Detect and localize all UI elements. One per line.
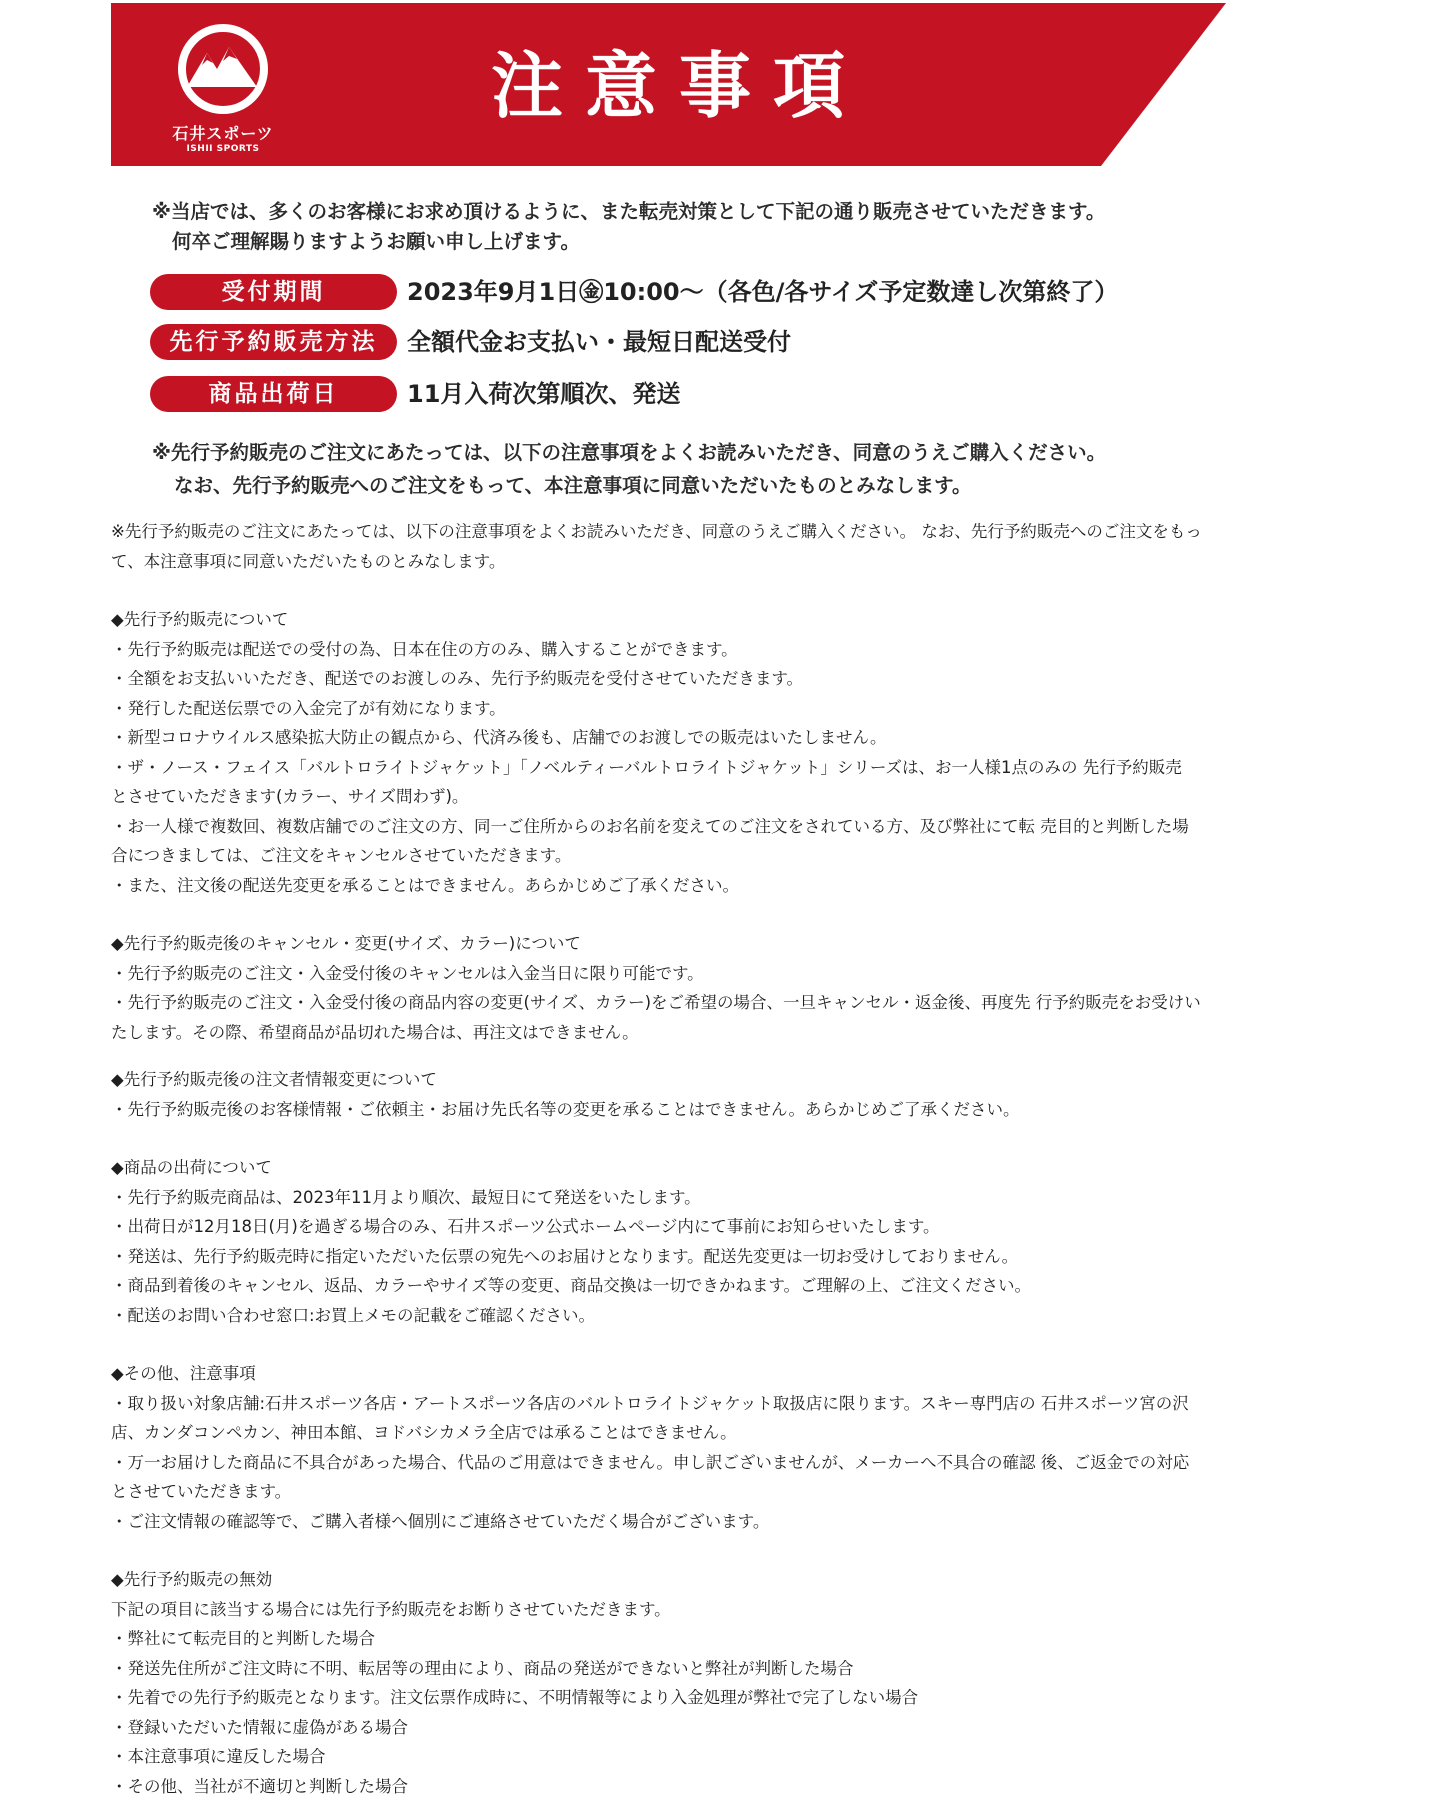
logo-text-en: ISHII SPORTS <box>163 144 283 154</box>
section-line: ・ご注文情報の確認等で、ご購入者様へ個別にご連絡させていただく場合がございます。 <box>111 1507 1351 1537</box>
section-line: ・全額をお支払いいただき、配送でのお渡しのみ、先行予約販売を受付させていただきます。 <box>111 664 1351 694</box>
section-line: ・また、注文後の配送先変更を承ることはできません。あらかじめご了承ください。 <box>111 871 1351 901</box>
section-line: ・その他、当社が不適切と判断した場合 <box>111 1772 1351 1801</box>
intro-line: ※先行予約販売のご注文にあたっては、以下の注意事項をよくお読みいただき、同意のうえご購入ください。 なお、先行予約販売へのご注文をもっ <box>111 517 1351 547</box>
notice-body <box>111 517 1351 1801</box>
info-value: 全額代金お支払い・最短日配送受付 <box>407 324 791 360</box>
info-value: 11月入荷次第順次、発送 <box>407 376 680 412</box>
ishii-sports-logo <box>163 23 283 154</box>
section-heading: ◆その他、注意事項 <box>111 1359 1351 1389</box>
section-line: ・先行予約販売後のお客様情報・ご依頼主・お届け先氏名等の変更を承ることはできません。あらかじめご了承ください。 <box>111 1095 1351 1125</box>
info-row-method <box>150 324 1250 360</box>
section-line: ・先行予約販売のご注文・入金受付後の商品内容の変更(サイズ、カラー)をご希望の場合、一旦キャンセル・返金後、再度先 行予約販売をお受けい <box>111 988 1351 1018</box>
section-line: ・登録いただいた情報に虚偽がある場合 <box>111 1713 1351 1743</box>
section-line: ・弊社にて転売目的と判断した場合 <box>111 1624 1351 1654</box>
section-heading: ◆先行予約販売について <box>111 605 1351 635</box>
section-line: ・お一人様で複数回、複数店舗でのご注文の方、同一ご住所からのお名前を変えてのご注文をされている方、及び弊社にて転 売目的と判断した場 <box>111 812 1351 842</box>
section-line: ・先行予約販売のご注文・入金受付後のキャンセルは入金当日に限り可能です。 <box>111 959 1351 989</box>
header-banner <box>111 3 1226 166</box>
section-line: ・先行予約販売は配送での受付の為、日本在住の方のみ、購入することができます。 <box>111 635 1351 665</box>
notice-1-line-2: 何卒ご理解賜りますようお願い申し上げます。 <box>172 227 580 257</box>
section-line: ・出荷日が12月18日(月)を過ぎる場合のみ、石井スポーツ公式ホームページ内にて事前にお知らせいたします。 <box>111 1212 1351 1242</box>
section-heading: ◆先行予約販売後のキャンセル・変更(サイズ、カラー)について <box>111 929 1351 959</box>
notice-1-line-1: ※当店では、多くのお客様にお求め頂けるように、また転売対策として下記の通り販売させていただきます。 <box>152 197 1105 227</box>
section-line: ・先着での先行予約販売となります。注文伝票作成時に、不明情報等により入金処理が弊社で完了しない場合 <box>111 1683 1351 1713</box>
section-line: 店、カンダコンペカン、神田本館、ヨドバシカメラ全店では承ることはできません。 <box>111 1418 1351 1448</box>
info-label-badge: 受付期間 <box>150 274 397 310</box>
section-line: ・取り扱い対象店舗:石井スポーツ各店・アートスポーツ各店のバルトロライトジャケット取扱店に限ります。スキー専門店の 石井スポーツ宮の沢 <box>111 1389 1351 1419</box>
section-line: ・発送は、先行予約販売時に指定いただいた伝票の宛先へのお届けとなります。配送先変更は一切お受けしておりません。 <box>111 1242 1351 1272</box>
page-title: 注意事項 <box>491 41 867 131</box>
section-line: ・発送先住所がご注文時に不明、転居等の理由により、商品の発送ができないと弊社が判断した場合 <box>111 1654 1351 1684</box>
section-heading: ◆商品の出荷について <box>111 1153 1351 1183</box>
info-label-badge: 商品出荷日 <box>150 376 397 412</box>
section-line: ・発行した配送伝票での入金完了が有効になります。 <box>111 694 1351 724</box>
section-line: たします。その際、希望商品が品切れた場合は、再注文はできません。 <box>111 1018 1351 1048</box>
info-label-badge: 先行予約販売方法 <box>150 324 397 360</box>
info-row-ship-date <box>150 376 1250 412</box>
section-line: ・万一お届けした商品に不具合があった場合、代品のご用意はできません。申し訳ございませんが、メーカーへ不具合の確認 後、ご返金での対応 <box>111 1448 1351 1478</box>
logo-text-jp: 石井スポーツ <box>163 121 283 144</box>
notice-2-line-1: ※先行予約販売のご注文にあたっては、以下の注意事項をよくお読みいただき、同意のうえご購入ください。 <box>152 438 1106 468</box>
mountain-logo-icon <box>177 23 269 115</box>
section-line: ・本注意事項に違反した場合 <box>111 1742 1351 1772</box>
section-line: ・商品到着後のキャンセル、返品、カラーやサイズ等の変更、商品交換は一切できかねます。ご理解の上、ご注文ください。 <box>111 1271 1351 1301</box>
section-line: 合につきましては、ご注文をキャンセルさせていただきます。 <box>111 841 1351 871</box>
section-line: ・新型コロナウイルス感染拡大防止の観点から、代済み後も、店舗でのお渡しでの販売はいたしません。 <box>111 723 1351 753</box>
section-heading: ◆先行予約販売の無効 <box>111 1565 1351 1595</box>
info-value: 2023年9月1日㊎10:00〜（各色/各サイズ予定数達し次第終了） <box>407 274 1118 310</box>
info-row-period <box>150 274 1250 310</box>
notice-2-line-2: なお、先行予約販売へのご注文をもって、本注意事項に同意いただいたものとみなします。 <box>174 471 972 501</box>
section-line: とさせていただきます(カラー、サイズ問わず)。 <box>111 782 1351 812</box>
section-line: ・ザ・ノース・フェイス「バルトロライトジャケット」「ノベルティーバルトロライトジャケット」シリーズは、お一人様1点のみの 先行予約販売 <box>111 753 1351 783</box>
section-line: とさせていただきます。 <box>111 1477 1351 1507</box>
intro-line: て、本注意事項に同意いただいたものとみなします。 <box>111 547 1351 577</box>
section-line: ・先行予約販売商品は、2023年11月より順次、最短日にて発送をいたします。 <box>111 1183 1351 1213</box>
section-line: 下記の項目に該当する場合には先行予約販売をお断りさせていただきます。 <box>111 1595 1351 1625</box>
section-heading: ◆先行予約販売後の注文者情報変更について <box>111 1065 1351 1095</box>
section-line: ・配送のお問い合わせ窓口:お買上メモの記載をご確認ください。 <box>111 1301 1351 1331</box>
